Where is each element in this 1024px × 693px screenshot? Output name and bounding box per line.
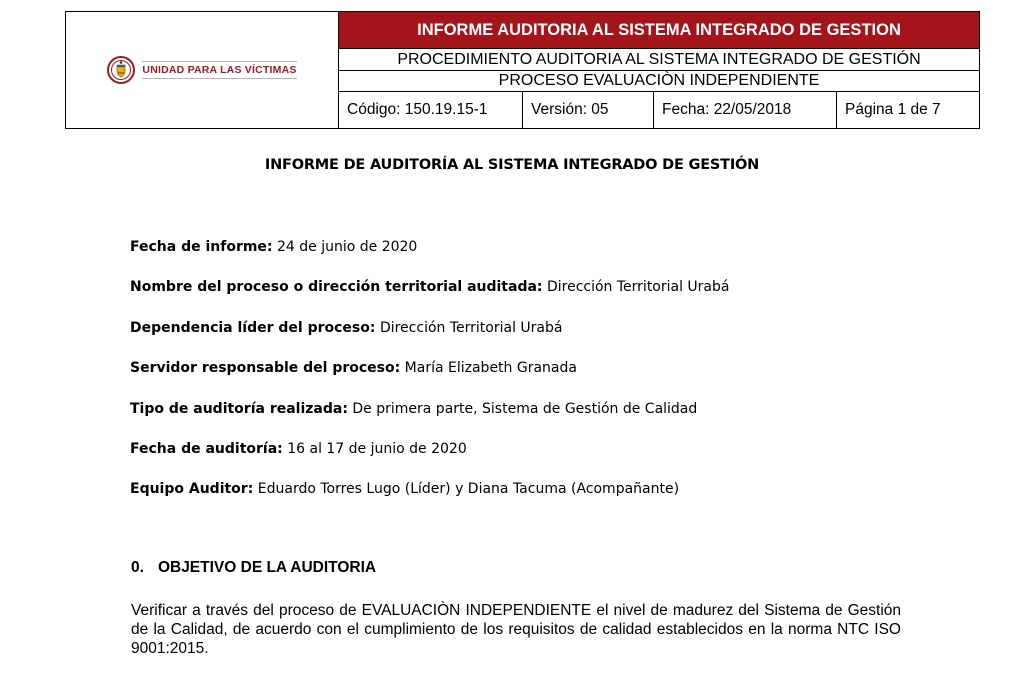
field-value: De primera parte, Sistema de Gestión de Calidad — [352, 400, 698, 417]
field-audit-team — [130, 479, 910, 519]
header-page: Página 1 de 7 — [845, 101, 941, 118]
header-title: INFORME AUDITORIA AL SISTEMA INTEGRADO DE GESTION — [339, 12, 979, 49]
field-value: Dirección Territorial Urabá — [546, 279, 730, 296]
field-label: Tipo de auditoría realizada: — [130, 400, 348, 417]
section-number: 0. — [131, 559, 144, 576]
field-process-name — [130, 277, 910, 317]
section-title: OBJETIVO DE LA AUDITORIA — [157, 559, 377, 576]
coat-of-arms-icon — [107, 56, 135, 84]
field-label: Fecha de informe: — [130, 239, 273, 255]
header-procedure: PROCEDIMIENTO AUDITORIA AL SISTEMA INTEGRADO DE GESTIÓN — [339, 49, 979, 71]
entity-logo — [107, 56, 296, 84]
document-header — [65, 11, 980, 129]
field-label: Nombre del proceso o dirección territorial auditada: — [130, 279, 543, 296]
field-report-date — [130, 237, 910, 277]
header-info — [339, 12, 979, 128]
field-lead-dependency — [130, 318, 910, 358]
field-audit-date — [130, 439, 910, 479]
field-responsible-server — [130, 358, 910, 398]
logo-text: UNIDAD PARA LAS VÍCTIMAS — [142, 61, 296, 79]
field-value: 16 al 17 de junio de 2020 — [287, 440, 467, 457]
header-meta-row — [339, 92, 979, 128]
field-audit-type — [130, 399, 910, 439]
field-label: Fecha de auditoría: — [130, 440, 283, 457]
header-code: Código: 150.19.15-1 — [339, 92, 523, 128]
header-date: Fecha: 22/05/2018 — [654, 92, 837, 128]
section-heading — [131, 559, 376, 577]
field-value: María Elizabeth Granada — [404, 360, 577, 377]
field-label: Servidor responsable del proceso: — [130, 360, 401, 377]
field-value: 24 de junio de 2020 — [276, 239, 418, 255]
field-value: Eduardo Torres Lugo (Líder) y Diana Tacuma (Acompañante) — [257, 481, 680, 498]
field-label: Equipo Auditor: — [130, 481, 254, 498]
field-label: Dependencia líder del proceso: — [130, 319, 376, 336]
header-process: PROCESO EVALUACIÒN INDEPENDIENTE — [339, 71, 979, 92]
logo-cell — [66, 12, 339, 128]
field-value: Dirección Territorial Urabá — [379, 319, 563, 336]
header-version: Versión: 05 — [523, 92, 654, 128]
document-title: INFORME DE AUDITORÍA AL SISTEMA INTEGRADO DE GESTIÓN — [264, 157, 760, 173]
report-fields — [130, 237, 910, 520]
objective-paragraph: Verificar a través del proceso de EVALUACIÒN INDEPENDIENTE el nivel de madurez del Sistema de Gestión de la Calidad, de acuerdo con el cumplimiento de los requisitos de calidad establecidos en la norma NTC ISO 9001:2015. — [131, 602, 901, 657]
